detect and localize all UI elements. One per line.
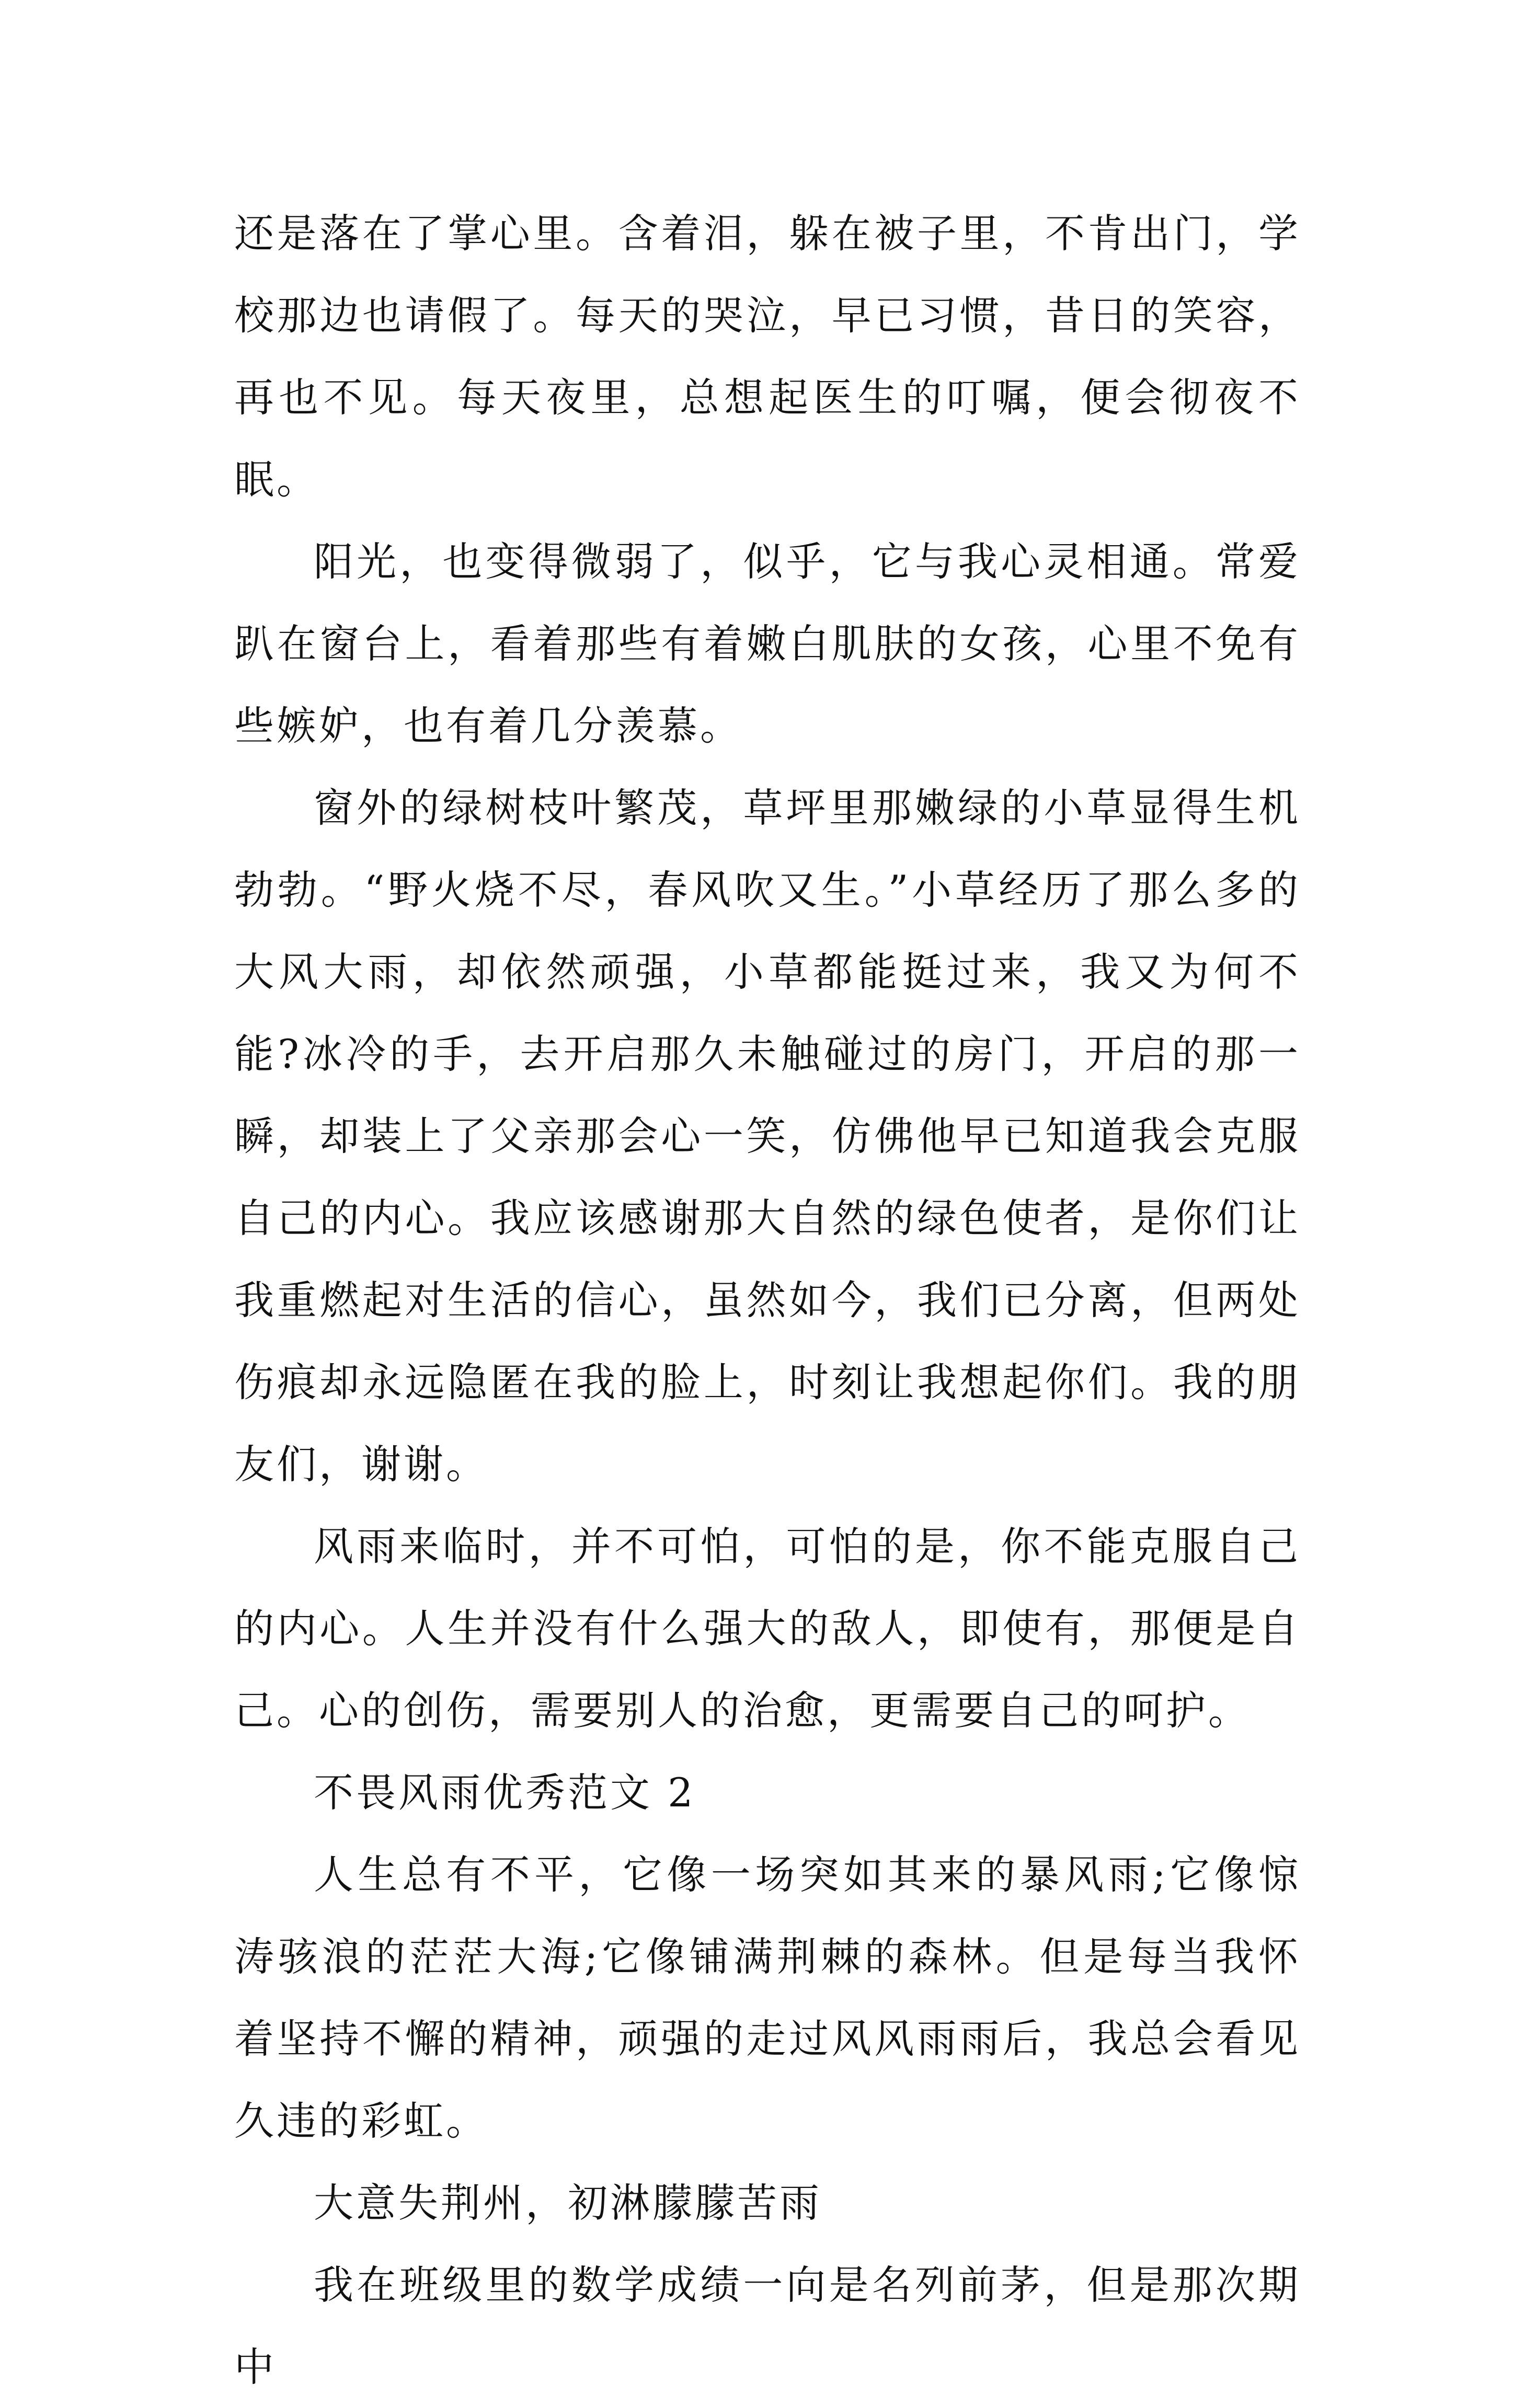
paragraph-5: 人生总有不平，它像一场突如其来的暴风雨;它像惊涛骇浪的茫茫大海;它像铺满荆棘的森林。但是每当我怀着坚持不懈的精神，顽强的走过风风雨雨后，我总会看见久违的彩虹。 xyxy=(234,1851,1301,2144)
paragraph-4: 风雨来临时，并不可怕，可怕的是，你不能克服自己的内心。人生并没有什么强大的敌人，即使有，那便是自己。心的创伤，需要别人的治愈，更需要自己的呵护。 xyxy=(234,1523,1301,1734)
paragraph-6: 我在班级里的数学成绩一向是名列前茅，但是那次期中 xyxy=(234,2262,1301,2390)
paragraph-1: 还是落在了掌心里。含着泪，躲在被子里，不肯出门，学校那边也请假了。每天的哭泣，早已习惯，昔日的笑容，再也不见。每天夜里，总想起医生的叮嘱，便会彻夜不眠。 xyxy=(234,210,1301,503)
document-body xyxy=(234,192,1301,2408)
paragraph-3: 窗外的绿树枝叶繁茂，草坪里那嫩绿的小草显得生机勃勃。“野火烧不尽，春风吹又生。”小草经历了那么多的大风大雨，却依然顽强，小草都能挺过来，我又为何不能?冰冷的手，去开启那久未触碰过的房门，开启的那一瞬，却装上了父亲那会心一笑，仿佛他早已知道我会克服自己的内心。我应该感谢那大自然的绿色使者，是你们让我重燃起对生活的信心，虽然如今，我们已分离，但两处伤痕却永远隐匿在我的脸上，时刻让我想起你们。我的朋友们，谢谢。 xyxy=(234,785,1301,1488)
paragraph-2: 阳光，也变得微弱了，似乎，它与我心灵相通。常爱趴在窗台上，看着那些有着嫩白肌肤的女孩，心里不免有些嫉妒，也有着几分羡慕。 xyxy=(234,538,1301,749)
section-heading: 不畏风雨优秀范文 2 xyxy=(314,1769,696,1816)
subheading: 大意失荆州，初淋朦朦苦雨 xyxy=(314,2180,822,2226)
